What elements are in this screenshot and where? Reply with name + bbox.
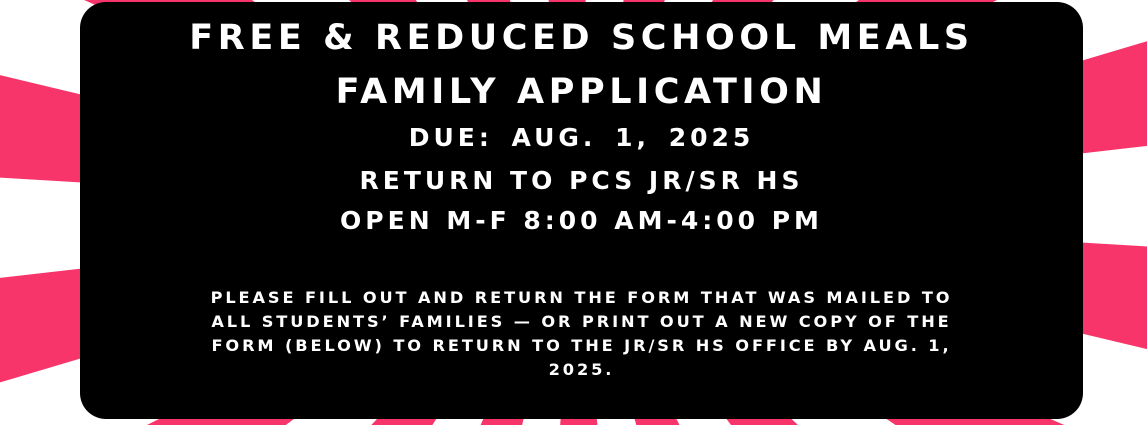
title-line-2: FAMILY APPLICATION: [335, 72, 828, 112]
due-date: DUE: AUG. 1, 2025: [408, 123, 755, 152]
office-hours: OPEN M-F 8:00 AM-4:00 PM: [340, 206, 823, 235]
title-line-1: FREE & REDUCED SCHOOL MEALS: [189, 18, 974, 58]
announcement-panel: [80, 2, 1083, 419]
return-location: RETURN TO PCS JR/SR HS: [359, 166, 804, 195]
instructions-text: PLEASE FILL OUT AND RETURN THE FORM THAT WAS MAILED TO ALL STUDENTS’ FAMILIES — OR PRINT OUT A NEW COPY OF THE FORM (BELOW) TO RETURN TO THE JR/SR HS OFFICE BY AUG. 1, 2025.: [210, 288, 953, 379]
